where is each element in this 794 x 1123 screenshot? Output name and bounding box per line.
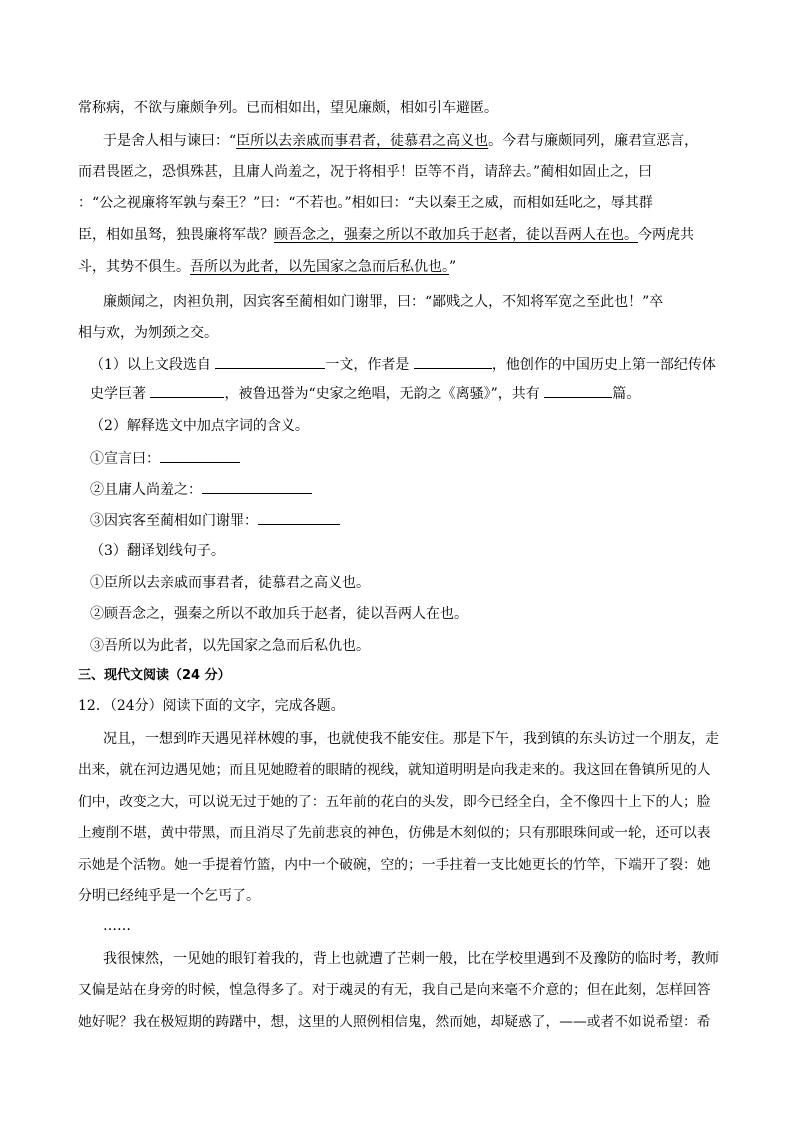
question-12 — [78, 696, 345, 716]
text: 们中，改变之大，可以说无过于她的了：五年前的花白的头发，即今已经全白，全不像四十上下的人；脸 — [78, 794, 711, 810]
text: 一文，作者是 — [325, 357, 410, 373]
question-3-item3 — [90, 636, 370, 656]
text: 今两虎共 — [638, 227, 694, 243]
text: 她好呢？我在极短期的踌躇中，想，这里的人照例相信鬼，然而她，却疑惑了，——或者不如说希望：希 — [78, 1014, 711, 1030]
text: 上瘦削不堪，黄中带黑，而且消尽了先前悲哀的神色，仿佛是木刻似的；只有那眼珠间或一轮，还可以表 — [78, 825, 711, 841]
text: 况且，一想到昨天遇见祥林嫂的事，也就使我不能安住。那是下午，我到镇的东头访过一个朋友，走 — [103, 731, 719, 747]
text: ③吾所以为此者，以先国家之急而后私仇也。 — [90, 638, 370, 654]
question-2 — [90, 416, 309, 436]
passage2-line9 — [78, 1012, 711, 1032]
answer-blank[interactable] — [160, 448, 240, 463]
text: 史学巨著 — [90, 386, 146, 402]
answer-blank[interactable] — [258, 510, 340, 525]
section-heading — [78, 666, 231, 686]
passage1-line5 — [78, 225, 694, 245]
passage2-line7 — [103, 949, 719, 969]
text: 相与欢，为刎颈之交。 — [78, 325, 218, 341]
text: 出来，就在河边遇见她；而且见她瞪着的眼睛的视线，就知道明明是向我走来的。我这回在鲁镇所见的人 — [78, 762, 711, 778]
text: 而君畏匿之，恐惧殊甚，且庸人尚羞之，况于将相乎！臣等不肖，请辞去。”蔺相如固止之，曰 — [78, 164, 653, 180]
text: ，被鲁迅誉为“史家之绝唱，无韵之《离骚》”，共有 — [224, 386, 540, 402]
text: ①臣所以去亲戚而事君者，徒慕君之高义也。 — [90, 575, 370, 591]
underlined-sentence-2: 顾吾念之，强秦之所以不敢加兵于赵者，徒以吾两人在也。 — [274, 227, 638, 243]
text: 斗，其势不俱生。 — [78, 259, 190, 275]
passage1-line6 — [78, 257, 456, 277]
passage1-line1 — [78, 98, 498, 118]
passage1-line3 — [78, 162, 652, 182]
text: 分明已经纯乎是一个乞丐了。 — [78, 888, 260, 904]
text: 臣，相如虽驽，独畏廉将军哉？ — [78, 227, 274, 243]
text: ” — [449, 259, 457, 275]
passage1-line2 — [103, 131, 698, 151]
question-2-item1 — [90, 448, 240, 469]
text: 。今君与廉颇同列，廉君宣恶言， — [488, 133, 699, 149]
text: ②且庸人尚羞之： — [90, 482, 202, 498]
question-3 — [90, 541, 225, 561]
text: 廉颇闻之，肉袒负荆，因宾客至蔺相如门谢罪，曰：“鄙贱之人，不知将军宽之至此也！”卒 — [103, 294, 664, 310]
passage2-line3 — [78, 792, 711, 812]
text: 三、现代文阅读（24 分） — [78, 668, 231, 683]
passage1-line8 — [78, 323, 218, 343]
passage2-line4 — [78, 823, 711, 843]
text: ：“公之视廉将军孰与秦王？”曰：“不若也。”相如曰：“夫以秦王之威，而相如廷叱之，辱其群 — [78, 195, 653, 211]
text: ，他创作的中国历史上第一部纪传体 — [491, 357, 716, 373]
question-1-line2 — [90, 383, 640, 404]
text: 于是舍人相与谏曰：“ — [103, 133, 237, 149]
text: 我很悚然，一见她的眼钉着我的，背上也就遭了芒刺一般，比在学校里遇到不及豫防的临时考，教师 — [103, 951, 719, 967]
ellipsis — [103, 916, 131, 936]
question-1-line1 — [90, 354, 716, 375]
text: 又偏是站在身旁的时候，惶急得多了。对于魂灵的有无，我自己是向来毫不介意的；但在此刻，怎样回答 — [78, 982, 711, 998]
text: ②顾吾念之，强秦之所以不敢加兵于赵者，徒以吾两人在也。 — [90, 606, 468, 622]
answer-blank[interactable] — [544, 383, 612, 398]
text: …… — [103, 918, 131, 934]
passage2-line8 — [78, 980, 711, 1000]
text: ③因宾客至蔺相如门谢罪： — [90, 513, 258, 529]
text: 篇。 — [612, 386, 641, 402]
text: 常称病，不欲与廉颇争列。已而相如出，望见廉颇，相如引车避匿。 — [78, 100, 498, 116]
answer-blank[interactable] — [150, 383, 224, 398]
text: （2）解释选文中加点字词的含义。 — [90, 418, 309, 434]
underlined-sentence-1: 臣所以去亲戚而事君者，徒慕君之高义也 — [236, 133, 489, 149]
passage1-line7 — [103, 292, 663, 312]
answer-blank[interactable] — [215, 354, 325, 369]
text: （1）以上文段选自 — [90, 357, 211, 373]
passage2-line2 — [78, 760, 711, 780]
answer-blank[interactable] — [202, 479, 312, 494]
passage2-line1 — [103, 729, 719, 749]
question-2-item3 — [90, 510, 340, 531]
question-2-item2 — [90, 479, 312, 500]
question-3-item2 — [90, 604, 468, 624]
passage2-line5 — [78, 855, 711, 875]
answer-blank[interactable] — [414, 354, 492, 369]
text: 12．（24分）阅读下面的文字，完成各题。 — [78, 698, 345, 714]
underlined-sentence-3: 吾所以为此者，以先国家之急而后私仇也。 — [190, 259, 449, 275]
question-3-item1 — [90, 573, 370, 593]
text: 示她是个活物。她一手提着竹篮，内中一个破碗，空的；一手拄着一支比她更长的竹竿，下端开了裂：她 — [78, 857, 711, 873]
text: ①宣言曰： — [90, 451, 160, 467]
text: （3）翻译划线句子。 — [90, 543, 225, 559]
passage2-line6 — [78, 886, 260, 906]
passage1-line4 — [78, 193, 653, 213]
